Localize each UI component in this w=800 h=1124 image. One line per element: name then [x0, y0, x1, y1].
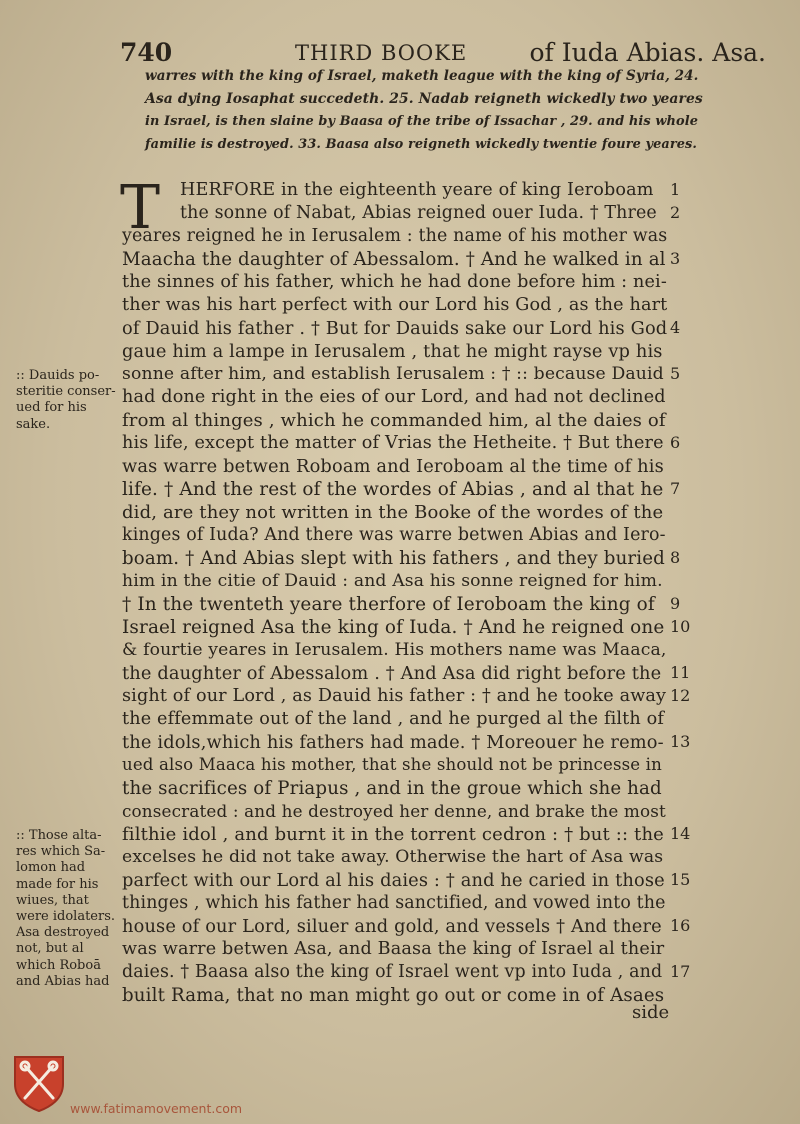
- body-line: the sinnes of his father, which he had done before him : nei-: [122, 272, 667, 292]
- verse-number: 14: [670, 824, 691, 843]
- verse-number: 7: [670, 479, 681, 498]
- body-line: the daughter of Abessalom . † And Asa did right before the: [122, 663, 662, 684]
- verse-number: 9: [670, 594, 681, 613]
- keys-shield-logo-icon: [12, 1054, 66, 1112]
- summary-line: familie is destroyed. 33. Baasa also reigneth wickedly twentie foure yeares.: [145, 137, 697, 152]
- website-url[interactable]: www.fatimamovement.com: [70, 1101, 243, 1116]
- margin-note-line: were idolaters.: [16, 909, 116, 924]
- drop-cap: T: [120, 173, 161, 243]
- body-line: his life, except the matter of Vrias the Hetheite. † But there: [122, 433, 664, 453]
- catchword: side: [632, 1002, 670, 1023]
- body-line: built Rama, that no man might go out or come in of Asaes: [122, 985, 665, 1006]
- verse-number: 16: [670, 916, 691, 935]
- margin-note-line: and Abias had: [16, 973, 110, 989]
- body-line: the sonne of Nabat, Abias reigned ouer Iuda. † Three: [180, 203, 657, 223]
- body-line: filthie idol , and burnt it in the torrent cedron : † but :: the: [122, 824, 664, 845]
- verse-number: 4: [670, 318, 681, 337]
- body-line: from al thinges , which he commanded him, al the daies of: [122, 410, 666, 431]
- body-line: HERFORE in the eighteenth yeare of king Ieroboam: [180, 180, 654, 200]
- verse-number: 1: [670, 180, 681, 199]
- summary-line: in Israel, is then slaine by Baasa of the tribe of Issachar , 29. and his whole: [145, 114, 699, 129]
- margin-note-line: wiues, that: [16, 892, 89, 908]
- margin-note-line: made for his: [16, 876, 99, 892]
- body-line: gaue him a lampe in Ierusalem , that he might rayse vp his: [122, 341, 663, 362]
- verse-number: 8: [670, 548, 681, 567]
- running-title: THIRD BOOKE: [295, 41, 468, 65]
- margin-note-line: steritie conser-: [16, 384, 116, 400]
- body-line: him in the citie of Dauid : and Asa his sonne reigned for him.: [122, 571, 663, 591]
- body-line: thinges , which his father had sanctified, and vowed into the: [122, 893, 666, 913]
- body-line: sight of our Lord , as Dauid his father : † and he tooke away: [122, 686, 667, 706]
- margin-note-line: :: Those alta-: [16, 828, 102, 843]
- body-line: boam. † And Abias slept with his fathers , and they buried: [122, 548, 665, 569]
- body-line: yeares reigned he in Ierusalem : the name of his mother was: [122, 226, 668, 246]
- body-line: sonne after him, and establish Ierusalem : † :: because Dauid: [122, 364, 664, 384]
- margin-note-line: ued for his: [16, 400, 87, 416]
- body-line: & fourtie yeares in Ierusalem. His mothers name was Maaca,: [122, 640, 667, 660]
- body-line: of Dauid his father . † But for Dauids sake our Lord his God: [122, 318, 668, 339]
- body-line: parfect with our Lord al his daies : † and he caried in those: [122, 870, 665, 891]
- margin-note-line: Asa destroyed: [16, 925, 110, 941]
- body-line: had done right in the eies of our Lord, and had not declined: [122, 387, 666, 407]
- body-line: excelses he did not take away. Otherwise the hart of Asa was: [122, 847, 664, 867]
- body-line: daies. † Baasa also the king of Israel went vp into Iuda , and: [122, 962, 663, 982]
- body-line: Maacha the daughter of Abessalom. † And he walked in al: [122, 249, 666, 270]
- summary-line: warres with the king of Israel, maketh league with the king of Syria, 24.: [145, 68, 699, 84]
- verse-number: 6: [670, 433, 681, 452]
- verse-number: 12: [670, 686, 691, 705]
- margin-note-line: sake.: [16, 416, 51, 432]
- margin-note-line: not, but al: [16, 941, 84, 957]
- verse-number: 5: [670, 364, 681, 383]
- body-line: the idols,which his fathers had made. † Moreouer he remo-: [122, 732, 664, 753]
- running-header: [120, 38, 766, 68]
- body-line: † In the twenteth yeare therfore of Ieroboam the king of: [122, 594, 655, 615]
- verse-number: 15: [670, 870, 691, 889]
- body-line: house of our Lord, siluer and gold, and vessels † And there: [122, 916, 662, 937]
- body-line: ther was his hart perfect with our Lord his God , as the hart: [122, 295, 668, 315]
- body-line: was warre betwen Roboam and Ieroboam al the time of his: [122, 456, 664, 477]
- verse-number: 3: [670, 249, 681, 268]
- margin-note-line: :: Dauids po-: [16, 368, 100, 383]
- margin-note-line: lomon had: [16, 860, 86, 876]
- margin-note-line: which Roboā: [16, 957, 101, 973]
- body-line: Israel reigned Asa the king of Iuda. † And he reigned one: [122, 617, 665, 638]
- body-line: the effemmate out of the land , and he purged al the filth of: [122, 709, 665, 729]
- margin-note-line: res which Sa-: [16, 844, 106, 860]
- body-line: the sacrifices of Priapus , and in the groue which she had: [122, 778, 662, 799]
- body-line: consecrated : and he destroyed her denne, and brake the most: [122, 801, 666, 821]
- body-line: did, are they not written in the Booke of the wordes of the: [122, 502, 664, 523]
- verse-number: 17: [670, 962, 691, 981]
- verse-number: 10: [670, 617, 691, 636]
- body-line: life. † And the rest of the wordes of Abias , and al that he: [122, 479, 664, 500]
- section-title: of Iuda Abias. Asa.: [529, 38, 766, 67]
- verse-number: 11: [670, 663, 691, 682]
- verse-number: 13: [670, 732, 691, 751]
- body-line: was warre betwen Asa, and Baasa the king of Israel al their: [122, 939, 665, 959]
- verse-number: 2: [670, 203, 681, 222]
- body-line: kinges of Iuda? And there was warre betwen Abias and Iero-: [122, 525, 666, 545]
- page-number: 740: [120, 38, 173, 67]
- body-line: ued also Maaca his mother, that she should not be princesse in: [122, 755, 662, 774]
- summary-line: Asa dying Iosaphat succedeth. 25. Nadab reigneth wickedly two yeares: [145, 91, 703, 107]
